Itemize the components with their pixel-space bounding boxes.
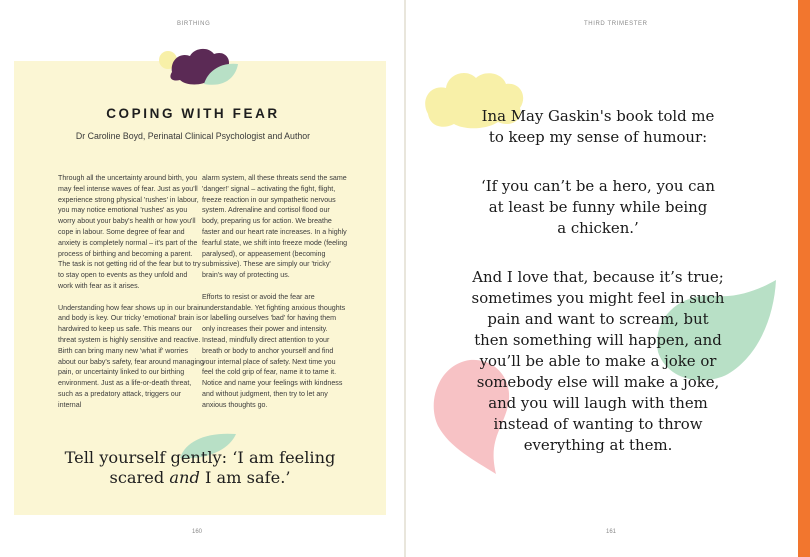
left-page	[0, 0, 404, 557]
quote-line: pain and want to scream, but	[487, 310, 709, 328]
page-number-right: 161	[606, 529, 617, 535]
paragraph: alarm system, all these threats send the same 'danger!' signal – activating the fight, flight, freeze reaction in our sympathetic nervous system. Adrenaline and cortisol flood our body, preparing us for action. We breathe faster and our heart rate increases. In a highly fearful state, we shift into freeze mode (feeling paralysed), or appeasement (becoming submissive). These are simply our 'tricky' brain's way of protecting us.	[202, 174, 348, 280]
quote-main	[428, 176, 768, 239]
right-page	[406, 0, 798, 557]
quote-line: instead of wanting to throw	[493, 415, 703, 433]
pull-quote-line-1: Tell yourself gently: ‘I am feeling	[64, 448, 336, 467]
quote-line: somebody else will make a joke,	[476, 373, 720, 391]
body-column-left	[58, 173, 204, 421]
quote-line: then something will happen, and	[474, 331, 722, 349]
quote-line: a chicken.’	[557, 219, 639, 237]
quote-line: at least be funny while being	[488, 198, 708, 216]
quote-intro	[428, 106, 768, 148]
paragraph: Efforts to resist or avoid the fear are understandable. Yet fighting anxious thoughts or labelling ourselves 'bad' for having them only increases their power and intensity. Instead, mindfully direct attention to your breath or body to anchor yourself and find your internal place of safety. Next time you feel the cold grip of fear, name it to tame it. Notice and name your feelings with kindness and without judgment, then try to let any anxious thoughts go.	[202, 292, 346, 409]
pull-quote-line-2	[20, 468, 380, 488]
quote-line: and you will laugh with them	[488, 394, 708, 412]
pull-quote-text: I am safe.’	[199, 468, 291, 487]
body-column-right	[202, 173, 348, 421]
pull-quote	[20, 448, 380, 488]
pull-quote-emphasis: and	[169, 468, 200, 487]
quote-line: And I love that, because it’s true;	[472, 268, 724, 286]
paragraph: Understanding how fear shows up in our brain and body is key. Our tricky 'emotional' brain is hardwired to keep us safe. This means our threat system is highly sensitive and reactive. Birth can bring many new 'what if' worries about our baby's safety, fear around managing pain, or uncertainty linked to our birthing environment. Just as a life-or-death threat, such as a predatory attack, triggers our internal	[58, 303, 204, 409]
paragraph: Through all the uncertainty around birth, you may feel intense waves of fear. Just as you'll experience strong physical 'rushes' in labour, you may notice emotional 'rushes' as you worry about your baby's health or how you'll cope in labour. Some degree of fear and anxiety is completely normal – it's part of the process of birthing and becoming a parent. The task is not getting rid of the fear but to try to stay open to events as they unfold and work with fear as it arises.	[58, 174, 201, 290]
quote-line: to keep my sense of humour:	[488, 128, 708, 146]
article-byline: Dr Caroline Boyd, Perinatal Clinical Psychologist and Author	[75, 131, 311, 141]
quote-reflection	[428, 267, 768, 456]
running-head-right: THIRD TRIMESTER	[584, 21, 648, 27]
pull-quote-text: scared	[109, 468, 170, 487]
quote-line: sometimes you might feel in such	[471, 289, 725, 307]
quote-line: you’ll be able to make a joke or	[479, 352, 717, 370]
decorative-blob-cluster	[156, 44, 242, 94]
quote-line: everything at them.	[523, 436, 673, 454]
running-head-left: BIRTHING	[177, 21, 211, 27]
article-title: COPING WITH FEAR	[106, 106, 280, 121]
quote-line: ‘If you can’t be a hero, you can	[481, 177, 715, 195]
quote-line: Ina May Gaskin's book told me	[481, 107, 715, 125]
page-number-left: 160	[192, 529, 203, 535]
